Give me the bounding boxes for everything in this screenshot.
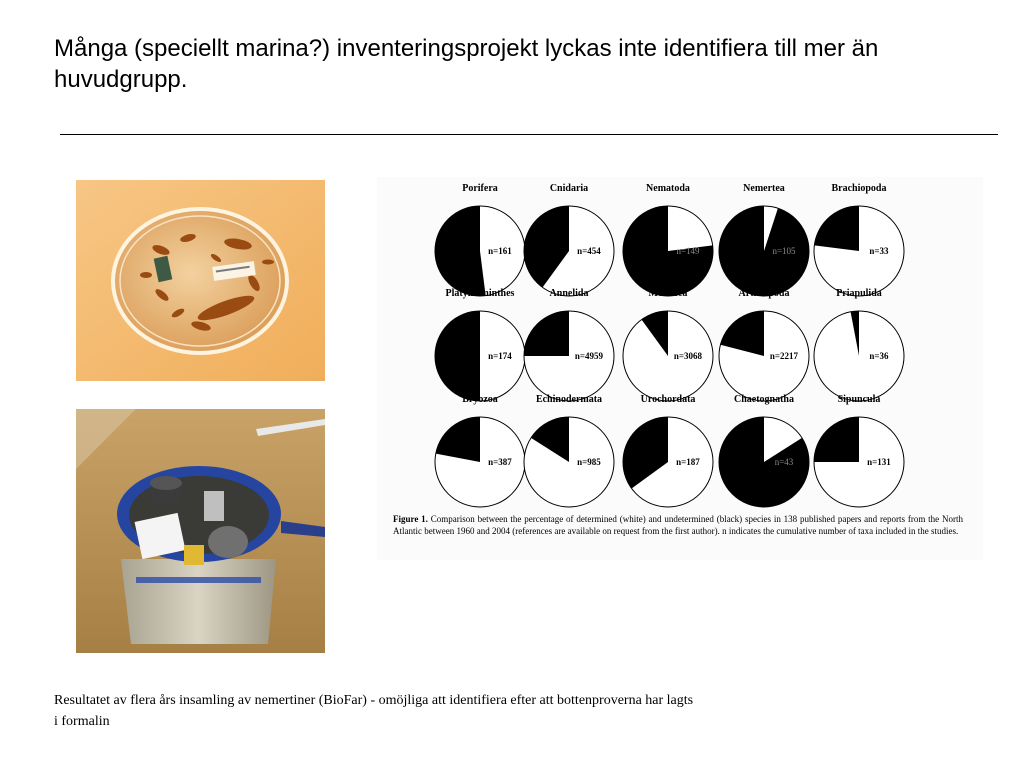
pie-n-label-mollusca: n=3068 [673, 351, 703, 361]
pie-title-sipuncula: Sipuncula [837, 394, 881, 405]
pie-n-label-platyhelminthes: n=174 [488, 351, 512, 361]
pie-mollusca [623, 288, 713, 401]
pie-n-label-bryozoa: n=387 [488, 457, 512, 467]
pie-chart-grid [377, 177, 983, 560]
pie-title-urochordata: Urochordata [640, 394, 696, 405]
pie-n-label-nematoda: n=149 [676, 246, 700, 256]
pie-n-label-priapulida: n=36 [869, 351, 889, 361]
pie-n-label-porifera: n=161 [488, 246, 512, 256]
pie-title-platyhelminthes: Platyhelminthes [445, 288, 515, 299]
bottom-note: Resultatet av flera års insamling av nemertiner (BioFar) - omöjliga att identifiera efter att bottenproverna har lagts i formalin [54, 693, 694, 729]
pie-chaetognatha [719, 394, 809, 507]
pie-n-label-echinodermata: n=985 [577, 457, 601, 467]
pie-undetermined-slice-sipuncula [814, 417, 859, 462]
pie-undetermined-slice-platyhelminthes [435, 311, 480, 401]
pie-arthropoda [719, 288, 809, 401]
pie-title-brachiopoda: Brachiopoda [831, 183, 887, 194]
pie-title-echinodermata: Echinodermata [535, 394, 603, 405]
pie-brachiopoda [814, 183, 904, 296]
pie-sipuncula [814, 394, 904, 507]
pie-porifera [435, 183, 525, 296]
figure-caption [393, 513, 963, 537]
figure-panel [377, 177, 983, 560]
pie-n-label-nemertea: n=105 [772, 246, 796, 256]
pie-title-cnidaria: Cnidaria [549, 183, 589, 194]
pie-title-nemertea: Nemertea [743, 183, 785, 194]
caption-body: Comparison between the percentage of determined (white) and undetermined (black) species in 138 published papers and reports from the North Atlantic between 1960 and 2004 (references are available on request from the first author). n indicates the cumulative number of taxa included in the studies. [393, 514, 963, 536]
pie-cnidaria [524, 183, 614, 296]
pie-platyhelminthes [435, 288, 525, 401]
pie-bryozoa [435, 394, 525, 507]
pie-n-label-brachiopoda: n=33 [869, 246, 889, 256]
pie-echinodermata [524, 394, 614, 507]
pie-n-label-cnidaria: n=454 [577, 246, 601, 256]
pie-undetermined-slice-porifera [435, 206, 486, 296]
pie-priapulida [814, 288, 904, 401]
pie-undetermined-slice-annelida [524, 311, 569, 356]
pie-annelida [524, 288, 614, 401]
pie-title-mollusca: Mollusca [648, 288, 688, 299]
pie-title-priapulida: Priapulida [836, 288, 882, 299]
sample-bucket-photo [76, 409, 325, 653]
pie-title-arthropoda: Arthropoda [738, 288, 790, 299]
pie-urochordata [623, 394, 713, 507]
pie-n-label-arthropoda: n=2217 [769, 351, 799, 361]
pie-title-porifera: Porifera [462, 183, 498, 194]
pie-title-chaetognatha: Chaetognatha [733, 394, 795, 405]
pie-title-annelida: Annelida [549, 288, 589, 299]
pie-nematoda [623, 183, 713, 296]
pie-n-label-urochordata: n=187 [676, 457, 700, 467]
title-divider [60, 134, 998, 135]
pie-title-bryozoa: Bryozoa [462, 394, 498, 405]
pie-nemertea [719, 183, 809, 296]
pie-n-label-chaetognatha: n=43 [774, 457, 794, 467]
pie-n-label-annelida: n=4959 [574, 351, 604, 361]
slide-title: Många (speciellt marina?) inventeringsprojekt lyckas inte identifiera till mer än huvudgrupp. [54, 35, 879, 93]
pie-undetermined-slice-brachiopoda [814, 206, 859, 251]
pie-title-nematoda: Nematoda [646, 183, 690, 194]
pie-n-label-sipuncula: n=131 [867, 457, 891, 467]
caption-prefix: Figure 1. [393, 514, 428, 524]
petri-dish-photo [76, 180, 325, 381]
